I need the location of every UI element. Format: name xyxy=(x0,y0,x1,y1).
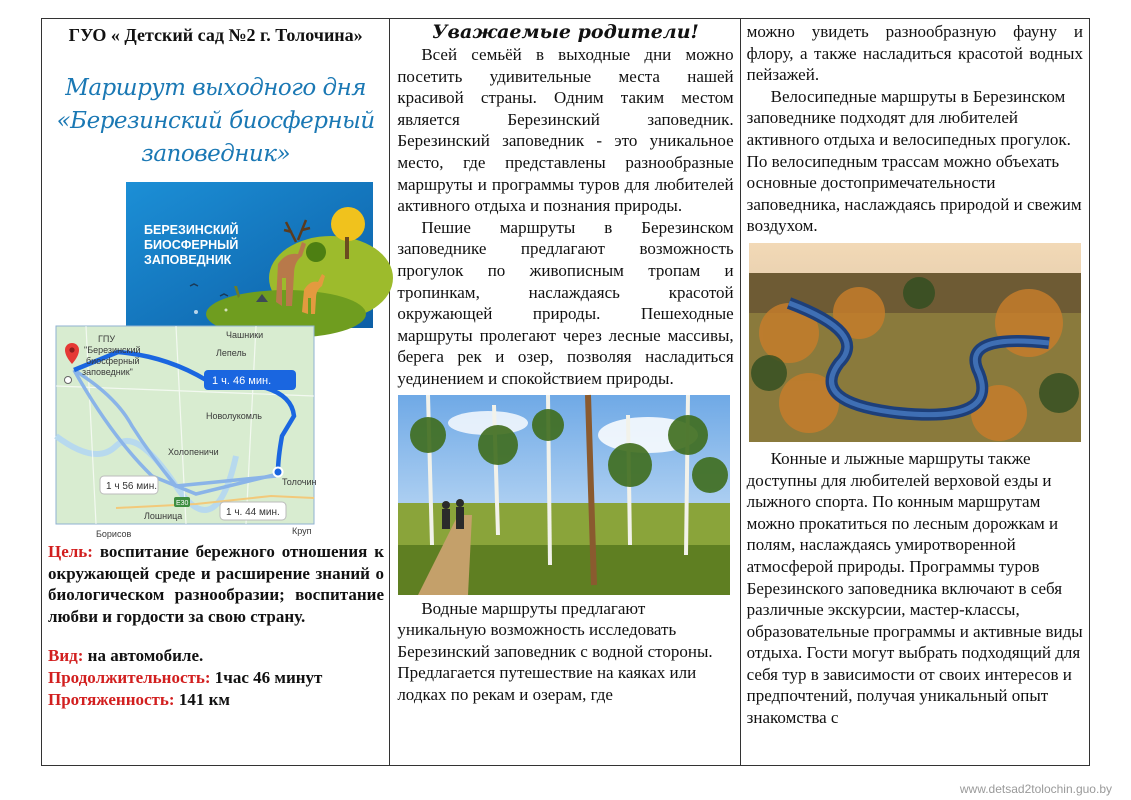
fact-distance-value: 141 км xyxy=(178,689,230,709)
map-place-borisov: Борисов xyxy=(96,529,132,539)
poster-text-line1: БЕРЕЗИНСКИЙ xyxy=(144,223,239,237)
map-place-tolochin: Толочин xyxy=(282,477,317,487)
site-watermark: www.detsad2tolochin.guo.by xyxy=(959,782,1112,796)
fact-duration-value: 1час 46 минут xyxy=(214,667,323,687)
map-place-novolukoml: Новолукомль xyxy=(206,411,262,421)
goal-block xyxy=(48,541,384,710)
column-left xyxy=(42,19,390,765)
route-title-line2: «Березинский биосферный xyxy=(56,108,375,134)
poster-text-line2: БИОСФЕРНЫЙ xyxy=(144,238,239,252)
paragraph-bicycle: Велосипедные маршруты в Березинском заповеднике подходят для любителей активного отдыха и велосипедных прогулок. По велосипедным трассам можно объехать основные достопримечательности заповедника, наслаждаясь природой и свежим воздухом. xyxy=(746,86,1082,236)
paragraph-water-cont: можно увидеть разнообразную фауну и флору, а также насладиться красотой водных пейзажей. xyxy=(746,22,1083,85)
fact-duration-label: Продолжительность: xyxy=(48,667,211,687)
map-route-main-time: 1 ч. 46 мин. xyxy=(212,375,272,387)
map-label-dest3: биосферный xyxy=(86,356,140,366)
organization-name: ГУО « Детский сад №2 г. Толочина» xyxy=(68,25,363,45)
reserve-poster-image xyxy=(126,182,373,328)
route-facts xyxy=(48,645,384,710)
fact-distance-label: Протяженность: xyxy=(48,689,175,709)
paragraph-intro: Всей семьёй в выходные дни можно посетить удивительные места нашей красивой страны. Одним таким местом является Березинский заповедник. Березинский заповедник - это уникальное место, где представлены разнообразные маршруты и программы туров для любителей активного отдыха и познания природы. xyxy=(397,45,734,216)
fact-duration xyxy=(48,667,384,689)
greeting-heading: Уважаемые родители! xyxy=(432,21,699,43)
map-place-holopenichi: Холопеничи xyxy=(168,447,219,457)
goal-paragraph xyxy=(48,541,384,627)
leaflet-frame xyxy=(41,18,1090,766)
map-label-dest2: "Березинский xyxy=(84,345,141,355)
map-label-dest4: заповедник" xyxy=(82,367,133,377)
fact-distance xyxy=(48,689,384,711)
paragraph-walking: Пешие маршруты в Березинском заповеднике предлагают возможность прогулок по живописным тропам и тропинкам, наслаждаясь красотой окружающей природы. Пешеходные маршруты пролегают через лесные массивы, берега рек и озер, позволяя насладиться уединением и спокойствием природы. xyxy=(397,217,734,388)
map-place-loshnica: Лошница xyxy=(144,511,183,521)
map-place-krupki: Круп xyxy=(292,526,312,536)
route-title xyxy=(48,72,383,171)
goal-text: воспитание бережного отношения к окружающей среде и расширение знаний о биологическом разнообразии; воспитание любви и гордости за свою страну. xyxy=(48,542,384,626)
paragraph-water: Водные маршруты предлагают уникальную возможность исследовать Березинский заповедник с водной стороны. Предлагается путешествие на каяках или лодках по рекам и озерам, где xyxy=(397,598,713,704)
poster-text-line3: ЗАПОВЕДНИК xyxy=(144,253,232,267)
route-title-line1: Маршрут выходного дня xyxy=(65,75,367,101)
fact-type-value: на автомобиле. xyxy=(87,646,204,666)
fact-type xyxy=(48,645,384,667)
map-route-alt2-time: 1 ч. 44 мин. xyxy=(226,507,280,518)
river-aerial-photo xyxy=(749,243,1081,442)
map-place-chashniki: Чашники xyxy=(226,330,264,340)
route-map-image xyxy=(56,326,317,539)
walking-trail-photo xyxy=(398,395,730,595)
paragraph-horse-ski: Конные и лыжные маршруты также доступны для любителей верховой езды и лыжного спорта. По конным маршрутам можно прокатиться по лесным дорожкам и полям, наслаждаясь умиротворенной атмосферой природы. Программы туров Березинского заповедника включают в себя различные экскурсии, мастер-классы, образовательные программы и активные виды отдыха. Гости могут выбрать подходящий для себя тур в зависимости от своих интересов и предпочтений, получая уникальный опыт знакомства с xyxy=(746,448,1083,728)
fact-type-label: Вид: xyxy=(48,646,84,666)
map-road-e30: E30 xyxy=(176,500,189,507)
column-right xyxy=(741,19,1089,765)
map-label-gpu: ГПУ xyxy=(98,334,116,344)
map-route-alt1-time: 1 ч 56 мин. xyxy=(106,481,157,492)
column-middle xyxy=(390,19,740,765)
map-place-lepel: Лепель xyxy=(216,348,247,358)
goal-label: Цель: xyxy=(48,542,93,561)
route-title-line3: заповедник» xyxy=(141,141,291,167)
